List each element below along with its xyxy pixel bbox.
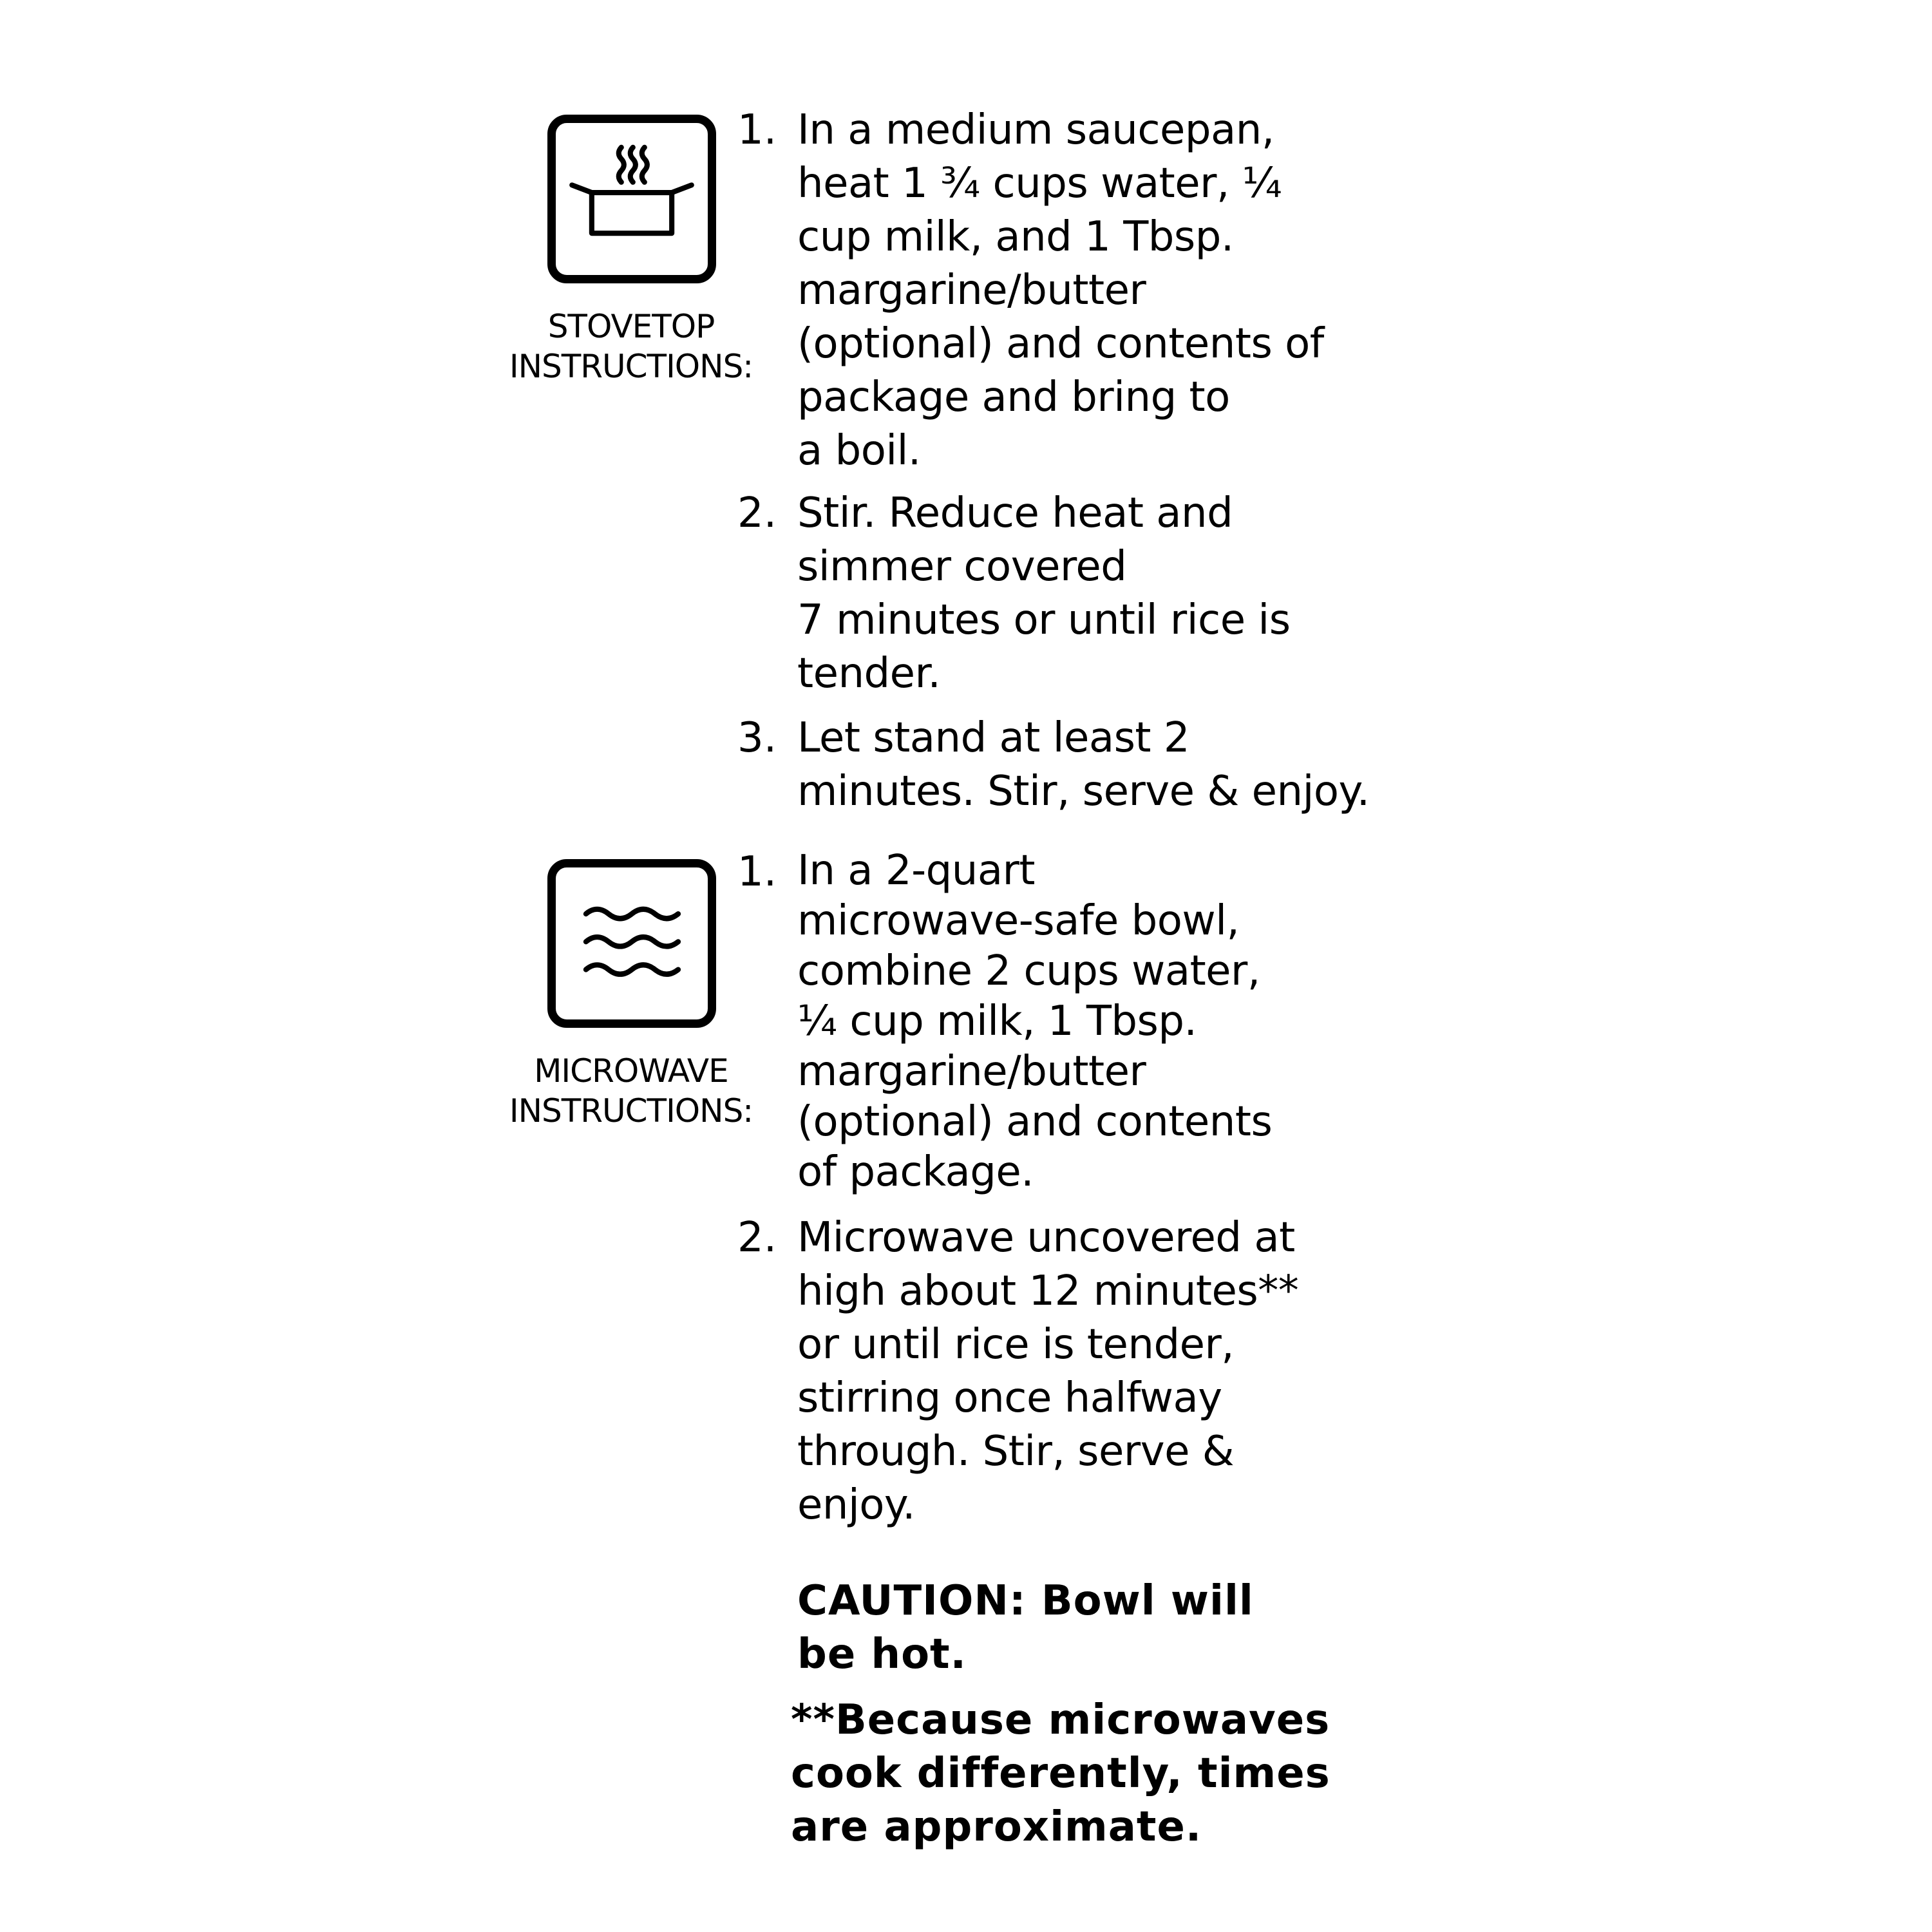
microwave-waves-icon-graphic xyxy=(556,867,708,1019)
microwave-step-2-line: or until rice is tender, xyxy=(797,1321,1235,1368)
microwave-step-1-line: ¼ cup milk, 1 Tbsp. xyxy=(797,998,1197,1045)
stovetop-step-2-number: 2. xyxy=(737,489,777,537)
microwave-step-2-line: stirring once halfway xyxy=(797,1374,1222,1422)
stovetop-step-2-text xyxy=(797,487,1441,701)
stovetop-label-line2: INSTRUCTIONS: xyxy=(509,348,753,385)
stovetop-step-1-line: a boil. xyxy=(797,427,921,475)
caution-line: be hot. xyxy=(797,1631,967,1678)
stovetop-step-3-line: Let stand at least 2 xyxy=(797,714,1190,762)
microwave-step-2-line: high about 12 minutes** xyxy=(797,1267,1299,1315)
microwave-waves-icon xyxy=(547,859,716,1028)
footnote xyxy=(791,1694,1435,1854)
microwave-step-1-line: combine 2 cups water, xyxy=(797,947,1260,995)
microwave-step-2-line: through. Stir, serve & xyxy=(797,1428,1235,1475)
microwave-step-1-line: (optional) and contents xyxy=(797,1098,1273,1146)
microwave-label xyxy=(496,1051,766,1131)
microwave-step-2-line: enjoy. xyxy=(797,1481,915,1529)
pot-icon xyxy=(547,115,716,283)
stovetop-step-1-number: 1. xyxy=(737,106,777,154)
microwave-step-1-line: In a 2-quart xyxy=(797,847,1035,895)
stovetop-step-3-number: 3. xyxy=(737,714,777,762)
stovetop-step-2-line: tender. xyxy=(797,650,941,697)
microwave-step-1-number: 1. xyxy=(737,848,777,896)
microwave-step-2-text xyxy=(797,1211,1441,1532)
microwave-step-1-line: microwave-safe bowl, xyxy=(797,897,1240,945)
stovetop-step-2-line: 7 minutes or until rice is xyxy=(797,596,1291,644)
caution-note xyxy=(797,1575,1441,1681)
stovetop-step-1-line: heat 1 ¾ cups water, ¼ xyxy=(797,160,1282,207)
footnote-line: cook differently, times xyxy=(791,1750,1331,1797)
microwave-step-1-text xyxy=(797,846,1441,1197)
microwave-step-1-line: of package. xyxy=(797,1148,1034,1196)
footnote-line: **Because microwaves xyxy=(791,1696,1331,1744)
stovetop-label-line1: STOVETOP xyxy=(547,308,715,345)
stovetop-step-1-text xyxy=(797,104,1441,478)
stovetop-step-3-text xyxy=(797,712,1441,819)
microwave-label-line1: MICROWAVE xyxy=(534,1052,728,1090)
stovetop-step-2-line: Stir. Reduce heat and xyxy=(797,489,1233,537)
stovetop-step-1-line: In a medium saucepan, xyxy=(797,106,1274,154)
stovetop-step-1-line: (optional) and contents of xyxy=(797,320,1324,368)
microwave-step-1-line: margarine/butter xyxy=(797,1048,1146,1095)
microwave-step-2-number: 2. xyxy=(737,1214,777,1262)
microwave-label-line2: INSTRUCTIONS: xyxy=(509,1092,753,1130)
stovetop-step-1-line: package and bring to xyxy=(797,374,1230,421)
stovetop-step-1-line: margarine/butter xyxy=(797,267,1146,314)
caution-line: CAUTION: Bowl will xyxy=(797,1577,1254,1625)
stovetop-label xyxy=(496,307,766,386)
stovetop-step-3-line: minutes. Stir, serve & enjoy. xyxy=(797,768,1370,815)
stovetop-step-2-line: simmer covered xyxy=(797,543,1127,591)
footnote-line: are approximate. xyxy=(791,1803,1202,1851)
stovetop-step-1-line: cup milk, and 1 Tbsp. xyxy=(797,213,1234,261)
microwave-step-2-line: Microwave uncovered at xyxy=(797,1214,1295,1262)
pot-icon-graphic xyxy=(556,123,708,275)
